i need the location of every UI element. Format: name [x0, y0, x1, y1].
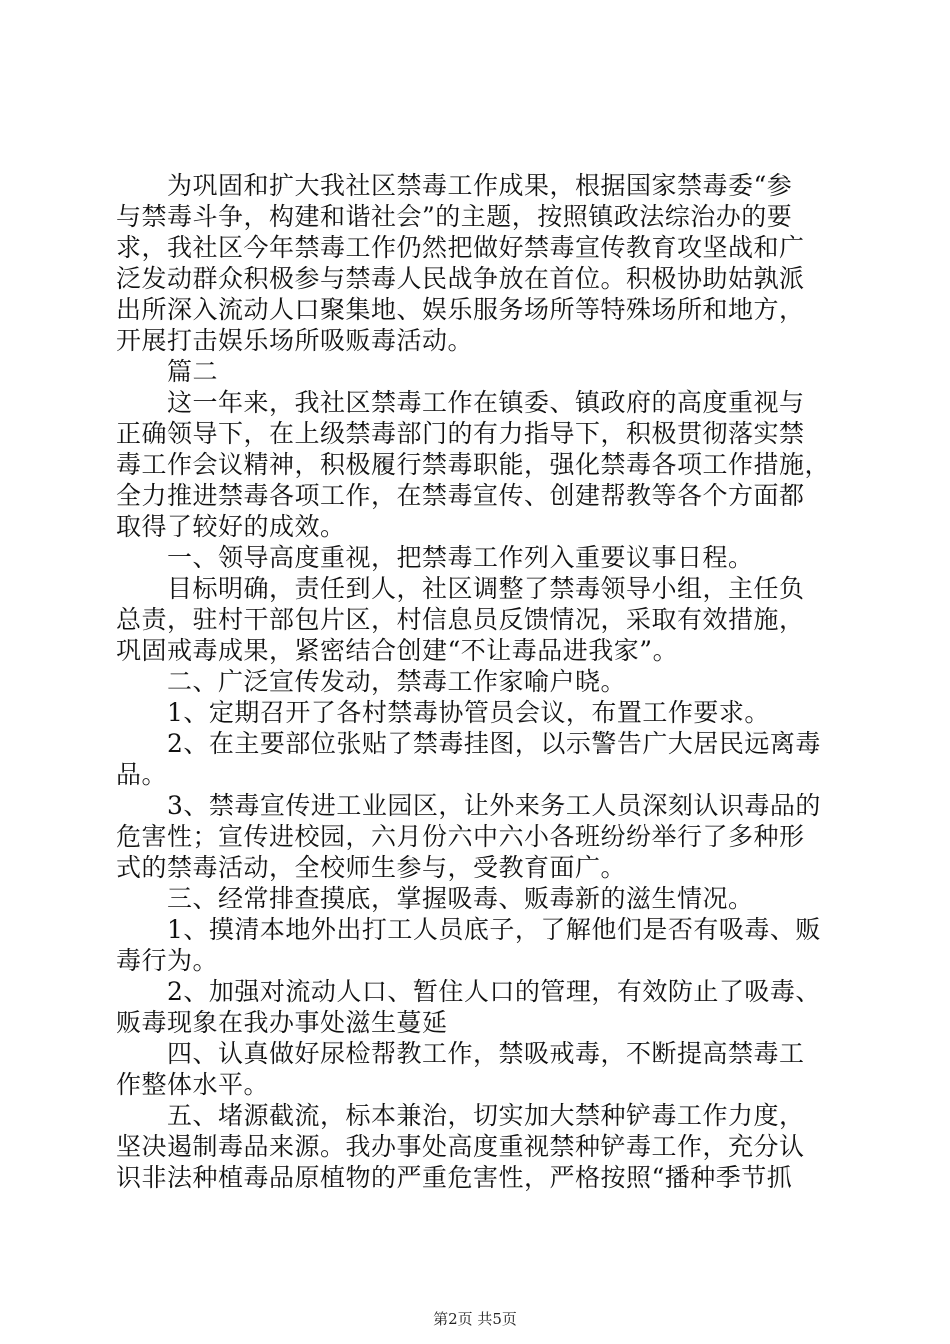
text-line: 2、加强对流动人口、暂住人口的管理，有效防止了吸毒、 [116, 977, 821, 1006]
text-line: 巩固戒毒成果，紧密结合创建“不让毒品进我家”。 [116, 636, 679, 665]
text-line: 品。 [116, 760, 168, 789]
text-line: 四、认真做好尿检帮教工作，禁吸戒毒，不断提高禁毒工 [116, 1039, 805, 1068]
text-line: 作整体水平。 [116, 1070, 270, 1099]
text-line: 式的禁毒活动，全校师生参与，受教育面广。 [116, 853, 627, 882]
text-line: 坚决遏制毒品来源。我办事处高度重视禁种铲毒工作，充分认 [116, 1132, 805, 1161]
text-line: 1、摸清本地外出打工人员底子，了解他们是否有吸毒、贩 [116, 915, 821, 944]
text-line: 求，我社区今年禁毒工作仍然把做好禁毒宣传教育攻坚战和广 [116, 233, 805, 262]
document-body [116, 170, 836, 1193]
text-line: 取得了较好的成效。 [116, 512, 346, 541]
text-line: 危害性；宣传进校园，六月份六中六小各班纷纷举行了多种形 [116, 822, 805, 851]
text-line: 目标明确，责任到人，社区调整了禁毒领导小组，主任负 [116, 574, 805, 603]
text-line: 识非法种植毒品原植物的严重危害性，严格按照“播种季节抓 [116, 1163, 793, 1192]
text-line: 这一年来，我社区禁毒工作在镇委、镇政府的高度重视与 [116, 388, 805, 417]
text-line: 与禁毒斗争，构建和谐社会”的主题，按照镇政法综治办的要 [116, 202, 793, 231]
text-line: 总责，驻村干部包片区，村信息员反馈情况，采取有效措施， [116, 605, 805, 634]
text-line: 贩毒现象在我办事处滋生蔓延 [116, 1008, 448, 1037]
text-line: 毒工作会议精神，积极履行禁毒职能，强化禁毒各项工作措施， [116, 450, 831, 479]
text-line: 篇二 [116, 357, 219, 386]
text-line: 为巩固和扩大我社区禁毒工作成果，根据国家禁毒委“参 [116, 171, 793, 200]
text-line: 正确领导下，在上级禁毒部门的有力指导下，积极贯彻落实禁 [116, 419, 805, 448]
text-line: 一、领导高度重视，把禁毒工作列入重要议事日程。 [116, 543, 754, 572]
text-line: 五、堵源截流，标本兼治，切实加大禁种铲毒工作力度， [116, 1101, 805, 1130]
text-line: 开展打击娱乐场所吸贩毒活动。 [116, 326, 474, 355]
text-line: 二、广泛宣传发动，禁毒工作家喻户晓。 [116, 667, 627, 696]
page-footer: 第2页 共5页 [433, 1310, 517, 1328]
text-line: 全力推进禁毒各项工作，在禁毒宣传、创建帮教等各个方面都 [116, 481, 805, 510]
text-line: 毒行为。 [116, 946, 219, 975]
text-line: 1、定期召开了各村禁毒协管员会议，布置工作要求。 [116, 698, 770, 727]
text-line: 3、禁毒宣传进工业园区，让外来务工人员深刻认识毒品的 [116, 791, 821, 820]
text-line: 出所深入流动人口聚集地、娱乐服务场所等特殊场所和地方， [116, 295, 805, 324]
text-line: 三、经常排查摸底，掌握吸毒、贩毒新的滋生情况。 [116, 884, 754, 913]
text-line: 泛发动群众积极参与禁毒人民战争放在首位。积极协助姑孰派 [116, 264, 805, 293]
text-line: 2、在主要部位张贴了禁毒挂图，以示警告广大居民远离毒 [116, 729, 821, 758]
